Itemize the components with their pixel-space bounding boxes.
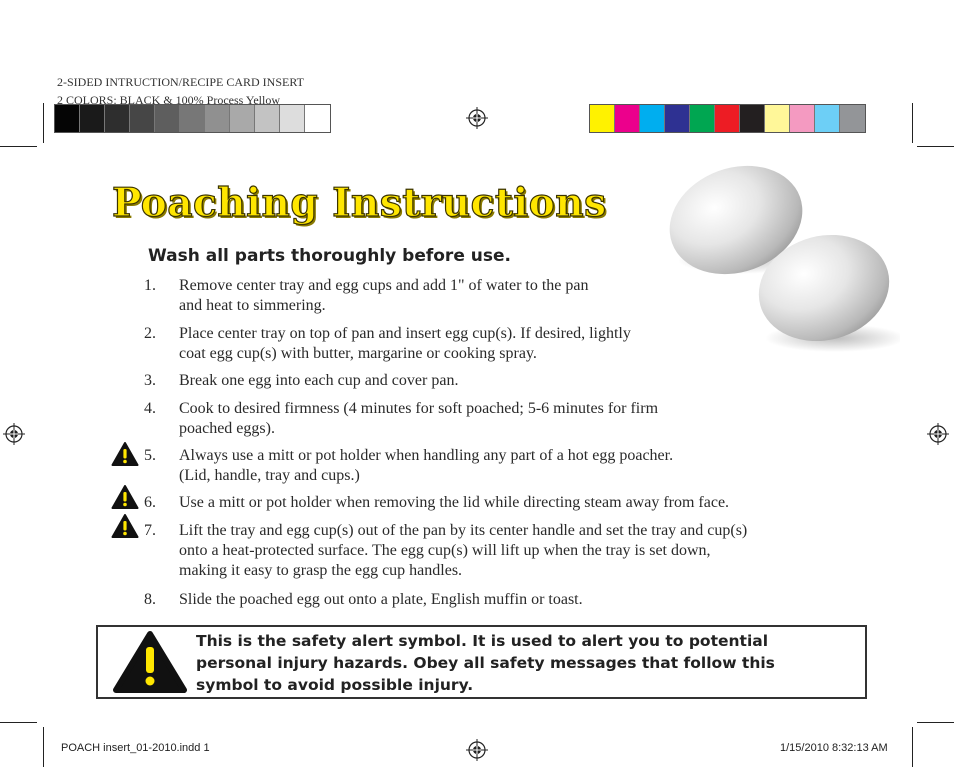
color-swatch [840,105,865,132]
crop-mark [917,146,954,147]
subtitle: Wash all parts thoroughly before use. [148,246,511,266]
color-swatch [715,105,740,132]
color-swatch [305,105,330,132]
page-title: Poaching Instructions [112,180,607,226]
registration-mark-icon [466,739,488,761]
warning-icon [111,513,139,539]
safety-alert-text: This is the safety alert symbol. It is used to alert you to potential personal injury hazards. Obey all safety messages that follow this symbol to avoid possible injury. [196,632,775,694]
color-swatch [255,105,280,132]
color-swatch [590,105,615,132]
color-swatch [640,105,665,132]
color-swatch [205,105,230,132]
color-swatch [815,105,840,132]
color-swatch [130,105,155,132]
header-line-2: 2 COLORS: BLACK & 100% Process Yellow [57,93,281,104]
registration-mark-icon [3,423,25,445]
crop-mark [0,722,37,723]
registration-mark-icon [927,423,949,445]
crop-mark [912,103,913,143]
color-swatch [790,105,815,132]
warning-icon [111,441,139,467]
crop-mark [43,727,44,767]
color-swatch [55,105,80,132]
eggs-illustration [640,150,900,360]
color-swatch [105,105,130,132]
color-swatch [765,105,790,132]
safety-alert-icon [112,630,188,694]
color-swatch [665,105,690,132]
header-line-1: 2-SIDED INTRUCTION/RECIPE CARD INSERT [57,75,304,89]
color-swatch [740,105,765,132]
color-swatch [230,105,255,132]
grayscale-swatch-bar [54,104,331,133]
registration-mark-icon [466,107,488,129]
crop-mark [912,727,913,767]
footer-timestamp: 1/15/2010 8:32:13 AM [780,742,888,754]
crop-mark [43,103,44,143]
footer-filename: POACH insert_01-2010.indd 1 [61,742,210,754]
color-swatch [690,105,715,132]
color-swatch-bar [589,104,866,133]
crop-mark [0,146,37,147]
crop-mark [917,722,954,723]
color-swatch [155,105,180,132]
color-swatch [180,105,205,132]
color-swatch [80,105,105,132]
color-swatch [615,105,640,132]
color-swatch [280,105,305,132]
warning-icon [111,484,139,510]
